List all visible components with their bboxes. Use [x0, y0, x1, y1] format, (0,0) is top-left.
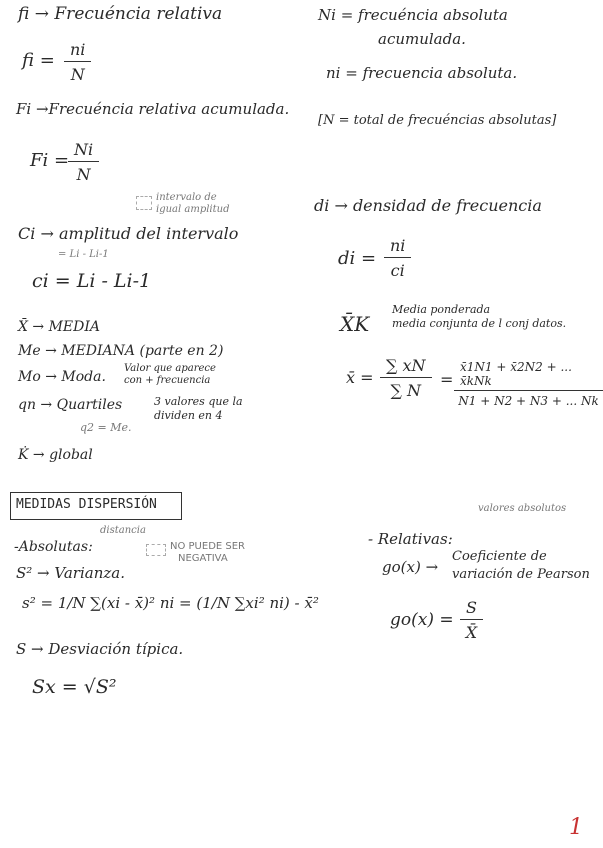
xbar-denominator: ∑ N — [390, 381, 422, 400]
xk-note-2: media conjunta de l conj datos. — [392, 317, 567, 330]
di-definition: di → densidad de frecuencia — [314, 196, 542, 215]
fi-denominator: N — [70, 65, 85, 84]
moda-item: Mo → Moda. — [18, 369, 106, 385]
di-symbol: di = — [338, 248, 377, 269]
di-numerator: ni — [384, 236, 411, 258]
dispersion-title: MEDIDAS DISPERSIÓN — [16, 497, 157, 512]
equals-sign: = — [440, 370, 454, 389]
fi-definition: fi → Frecuéncia relativa — [18, 4, 223, 24]
quartiles-note-2: dividen en 4 — [154, 409, 223, 422]
xbar-fraction — [380, 356, 432, 400]
absolutas-heading: -Absolutas: — [14, 539, 93, 555]
moda-note-2: con + frecuencia — [124, 375, 211, 386]
fi-symbol: fi = — [22, 50, 55, 71]
varianza-formula: s² = 1/N ∑(xi - x̄)² ni = (1/N ∑xi² ni) - x̄² — [22, 594, 319, 612]
di-denominator: ci — [390, 261, 405, 280]
xbar-expanded-fraction — [454, 360, 603, 408]
ci-faint: = Li - Li-1 — [58, 249, 109, 260]
coef-note-1: Coeficiente de — [452, 549, 547, 564]
faint-note-1: intervalo de — [156, 192, 217, 203]
quartiles-item: qn → Quartiles — [18, 397, 123, 413]
varianza-item: S² → Varianza. — [16, 564, 125, 582]
desviacion-item: S → Desviación típica. — [16, 640, 184, 658]
Fi-symbol: Fi = — [30, 150, 70, 171]
no-negativa-box — [146, 544, 166, 556]
fi-fraction — [64, 40, 91, 84]
Ni-definition-2: acumulada. — [378, 30, 466, 48]
no-negativa-2: NEGATIVA — [178, 553, 228, 564]
xbar-expanded-numerator: x̄1N1 + x̄2N2 + ... x̄kNk — [454, 360, 603, 391]
media-item: X̄ → MEDIA — [18, 319, 101, 335]
xbar-symbol: x̄ = — [346, 368, 374, 387]
Fi-fraction — [68, 140, 99, 184]
xbar-expanded-denominator: N1 + N2 + N3 + ... Nk — [458, 394, 599, 408]
fi-numerator: ni — [64, 40, 91, 62]
global-item: K̇ → global — [18, 447, 93, 463]
coef-symbol: go(x) → — [382, 558, 439, 576]
coef-fraction — [460, 598, 483, 642]
Ni-definition-1: Ni = frecuéncia absoluta — [318, 6, 508, 24]
xbar-numerator: ∑ xN — [380, 356, 432, 378]
Fi-numerator: Ni — [68, 140, 99, 162]
N-total-note: [N = total de frecuéncias absolutas] — [318, 113, 557, 128]
xk-symbol: X̄K — [340, 312, 370, 336]
q2-note: q2 = Me. — [80, 421, 132, 434]
valores-faint: valores absolutos — [478, 503, 567, 514]
coef-denominator: X̄ — [465, 623, 478, 642]
desviacion-formula: Sx = √S² — [32, 676, 117, 698]
quartiles-note-1: 3 valores que la — [154, 395, 243, 408]
absolutas-faint: distancia — [100, 525, 146, 536]
relativas-heading: - Relativas: — [368, 530, 453, 548]
Fi-definition: Fi →Frecuéncia relativa acumulada. — [16, 100, 290, 118]
di-fraction — [384, 236, 411, 280]
Fi-denominator: N — [76, 165, 91, 184]
coef-formula-symbol: go(x) = — [390, 610, 454, 630]
page-number: 1 — [569, 815, 583, 840]
moda-note-1: Valor que aparece — [124, 363, 216, 374]
xk-note-1: Media ponderada — [392, 303, 491, 316]
ci-formula: ci = Li - Li-1 — [32, 270, 152, 292]
coef-numerator: S — [460, 598, 483, 620]
ci-definition: Ci → amplitud del intervalo — [18, 224, 239, 243]
mediana-item: Me → MEDIANA (parte en 2) — [18, 343, 224, 359]
faint-note-2: igual amplitud — [156, 204, 230, 215]
ni-definition: ni = frecuencia absoluta. — [326, 64, 518, 82]
coef-note-2: variación de Pearson — [452, 567, 590, 582]
faint-interval-box — [136, 196, 152, 210]
no-negativa-1: NO PUEDE SER — [170, 541, 246, 552]
